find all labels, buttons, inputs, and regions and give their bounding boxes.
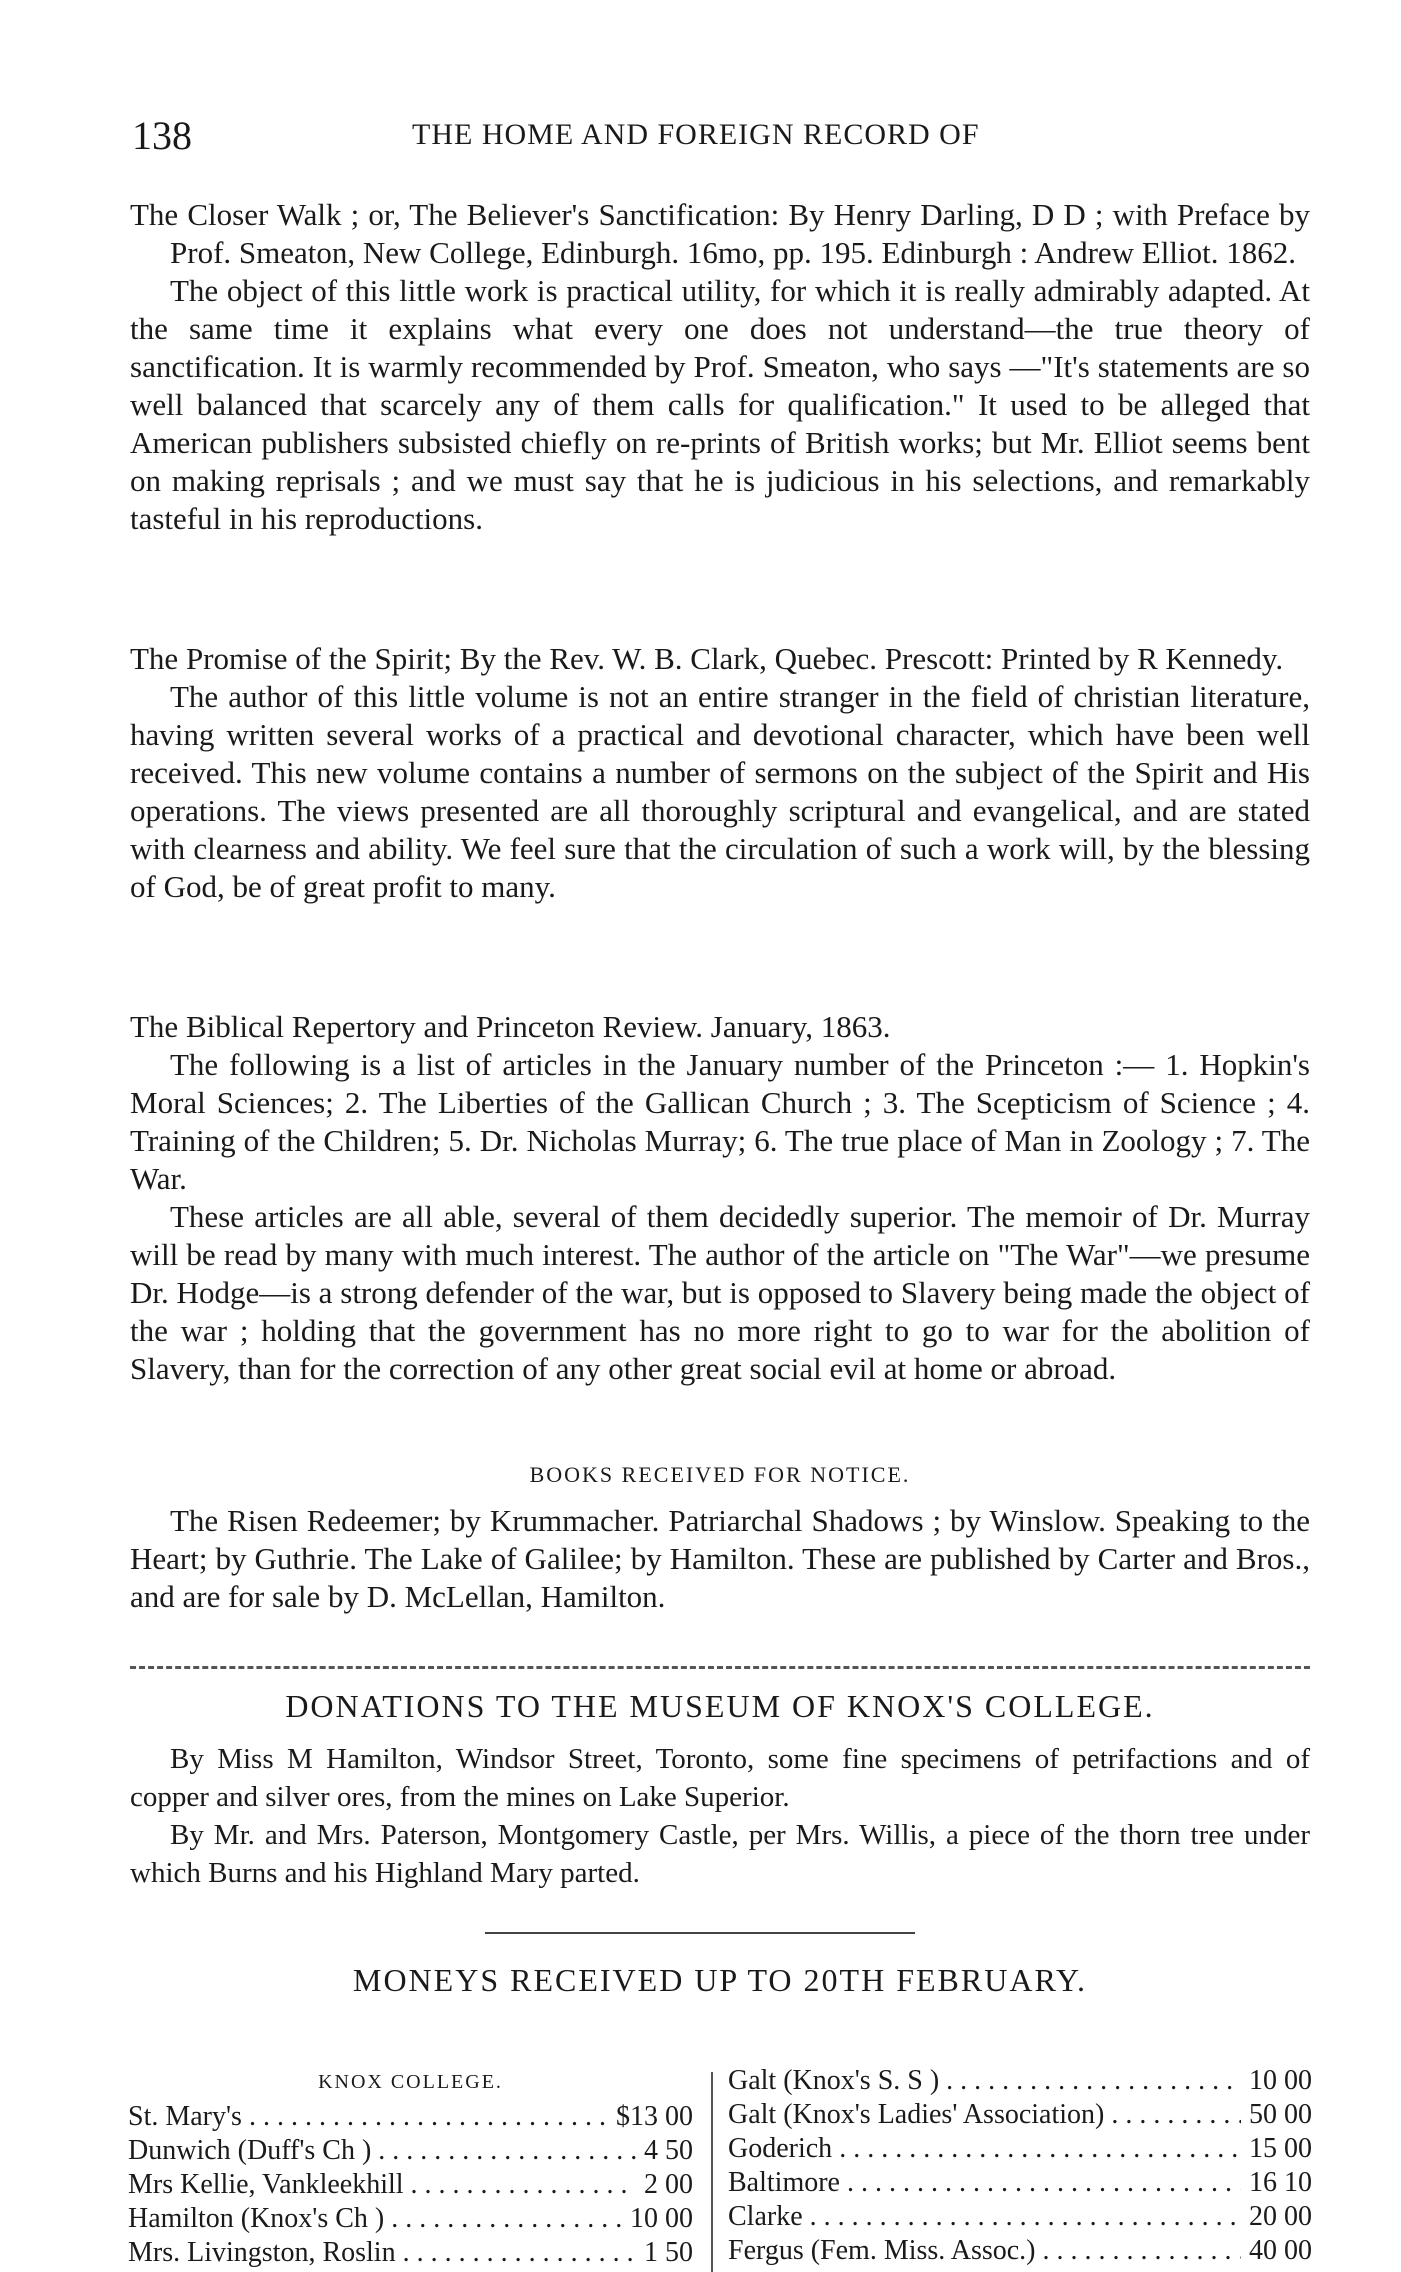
review-promise-of-the-spirit [130, 640, 1310, 906]
page-header [132, 112, 1322, 172]
money-row [128, 2202, 693, 2236]
money-amount: 50 00 [1249, 2099, 1312, 2130]
money-amount: 15 00 [1249, 2133, 1312, 2164]
money-row [728, 2200, 1312, 2234]
moneys-right-column [728, 2064, 1312, 2268]
money-name: Baltimore . . . [728, 2166, 1241, 2200]
money-name: Goderich . . . [728, 2132, 1241, 2166]
money-name: Galt (Knox's S. S ) . . . [728, 2064, 1241, 2098]
review-title: The Promise of the Spirit; By the Rev. W. B. Clark, Quebec. Prescott: Printed by R Kennedy. [130, 641, 1284, 676]
review-title: The Biblical Repertory and Princeton Review. January, 1863. [130, 1009, 891, 1044]
money-amount: 1 50 [644, 2237, 693, 2268]
moneys-table [128, 2064, 1312, 2268]
money-row [128, 2134, 693, 2168]
money-row [128, 2168, 693, 2202]
money-amount: 4 50 [644, 2135, 693, 2166]
books-received-body: The Risen Redeemer; by Krummacher. Patriarchal Shadows ; by Winslow. Speaking to the Heart; by Guthrie. The Lake of Galilee; by Hamilton. These are published by Carter and Bros., and are for sale by D. McLellan, Hamilton. [130, 1503, 1310, 1614]
review-body: The object of this little work is practical utility, for which it is really admirably adapted. At the same time it explains what every one does not understand—the true theory of sanctification. It is warmly recommended by Prof. Smeaton, who says —"It's statements are so well balanced that scarcely any of them calls for qualification." It used to be alleged that American publishers subsisted chiefly on re-prints of British works; but Mr. Elliot seems bent on making reprisals ; and we must say that he is judicious in his selections, and remarkably tasteful in his reproductions. [130, 273, 1310, 536]
money-amount: $13 00 [616, 2101, 693, 2132]
review-body: The following is a list of articles in the January number of the Princeton :— 1. Hopkin's Moral Sciences; 2. The Liberties of the Gallican Church ; 3. The Scepticism of Science ; 4. Training of the Children; 5. Dr. Nicholas Murray; 6. The true place of Man in Zoology ; 7. The War. [130, 1047, 1310, 1196]
money-row [728, 2098, 1312, 2132]
running-title: THE HOME AND FOREIGN RECORD OF [412, 118, 980, 151]
money-name: Hamilton (Knox's Ch ) . . . [128, 2202, 622, 2236]
money-row [128, 2236, 693, 2270]
money-name: Mrs Kellie, Vankleekhill . . . [128, 2168, 636, 2202]
review-body: The author of this little volume is not an entire stranger in the field of christian literature, having written several works of a practical and devotional character, which have been well received. This new volume contains a number of sermons on the subject of the Spirit and His operations. The views presented are all thoroughly scriptural and evangelical, and are stated with clearness and ability. We feel sure that the circulation of such a work will, by the blessing of God, be of great profit to many. [130, 679, 1310, 904]
money-row [728, 2064, 1312, 2098]
money-amount: 2 00 [644, 2169, 693, 2200]
money-name: Dunwich (Duff's Ch ) . . . [128, 2134, 636, 2168]
page-number: 138 [132, 113, 192, 158]
money-row [728, 2132, 1312, 2166]
money-amount: 10 00 [1249, 2065, 1312, 2096]
donation-item: By Mr. and Mrs. Paterson, Montgomery Castle, per Mrs. Willis, a piece of the thorn tree under which Burns and his Highland Mary parted. [130, 1819, 1310, 1889]
money-amount: 40 00 [1249, 2235, 1312, 2266]
donations-section [130, 1740, 1310, 1892]
books-received-heading: BOOKS RECEIVED FOR NOTICE. [529, 1462, 911, 1487]
review-closer-walk [130, 196, 1310, 538]
money-name: Mrs. Livingston, Roslin . . . [128, 2236, 636, 2270]
donation-item: By Miss M Hamilton, Windsor Street, Toronto, some fine specimens of petrifactions and of copper and silver ores, from the mines on Lake Superior. [130, 1743, 1310, 1813]
moneys-left-column [128, 2064, 693, 2270]
money-amount: 10 00 [630, 2203, 693, 2234]
section-divider [130, 1666, 1310, 1669]
money-amount: 20 00 [1249, 2201, 1312, 2232]
money-name: Galt (Knox's Ladies' Association) . . . [728, 2098, 1241, 2132]
money-amount: 16 10 [1249, 2167, 1312, 2198]
review-princeton-review [130, 1008, 1310, 1388]
money-name: Fergus (Fem. Miss. Assoc.) . . . [728, 2234, 1241, 2268]
moneys-heading: MONEYS RECEIVED UP TO 20TH FEBRUARY. [352, 1962, 1087, 1998]
donations-heading: DONATIONS TO THE MUSEUM OF KNOX'S COLLEGE. [285, 1688, 1155, 1724]
books-received-section [130, 1502, 1310, 1616]
review-body-continued: These articles are all able, several of them decidedly superior. The memoir of Dr. Murray will be read by many with much interest. The author of the article on "The War"—we presume Dr. Hodge—is a strong defender of the war, but is opposed to Slavery being made the object of the war ; holding that the government has no more right to go to war for the abolition of Slavery, than for the correction of any other great social evil at home or abroad. [130, 1199, 1310, 1386]
money-row [728, 2166, 1312, 2200]
column-separator [711, 2072, 713, 2272]
money-name: St. Mary's . . . [128, 2100, 608, 2134]
money-row [128, 2100, 693, 2134]
money-name: Clarke . . . [728, 2200, 1241, 2234]
review-title: The Closer Walk ; or, The Believer's Sanctification: By Henry Darling, D D ; with Preface by Prof. Smeaton, New College, Edinburgh. 16mo, pp. 195. Edinburgh : Andrew Elliot. 1862. [130, 197, 1310, 270]
short-divider [485, 1932, 915, 1934]
moneys-subheading: KNOX COLLEGE. [318, 2071, 503, 2093]
money-row [728, 2234, 1312, 2268]
